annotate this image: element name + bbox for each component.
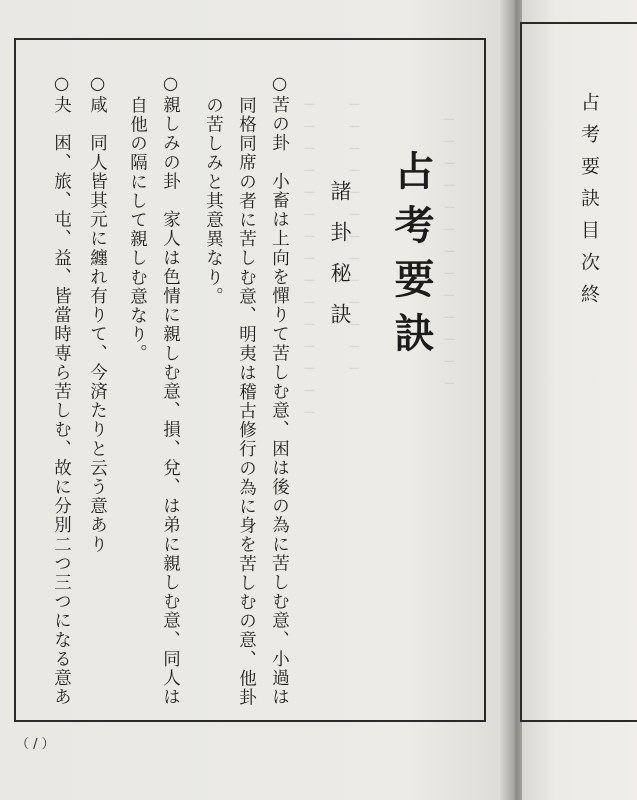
- text-line: 同格同席の者に苦しむ意、明夷は稽古修行の為に身を苦しむの意、他卦: [236, 96, 257, 708]
- text-line: ○咸 同人皆其元に纏れ有りて、今済たりと云う意あり: [87, 74, 108, 554]
- toc-end-text: 占考要訣目次終: [578, 92, 600, 316]
- show-through-line: ───────────────: [300, 95, 319, 425]
- section-subtitle: 諸卦秘訣: [328, 180, 352, 344]
- text-line: ○親しみの卦 家人は色情に親しむ意、損、兌、は弟に親しむ意、同人は: [160, 74, 181, 707]
- page-title: 占考要訣: [388, 150, 435, 366]
- text-line: の苦しみと其意異なり。: [203, 96, 224, 307]
- text-line: ○苦の卦 小畜は上向を憚りて苦しむ意、困は後の為に苦しむ意、小過は: [269, 74, 290, 707]
- show-through-line: ─────────────: [345, 95, 364, 381]
- text-line: ○夬 困、旅、屯、益、皆當時専ら苦しむ、故に分別二つ三つになる意あ: [51, 74, 72, 707]
- text-line: 自他の隔にして親しむ意なり。: [127, 96, 148, 364]
- page-number: （ / ）: [16, 737, 55, 752]
- show-through-line: ─────────────: [440, 110, 459, 396]
